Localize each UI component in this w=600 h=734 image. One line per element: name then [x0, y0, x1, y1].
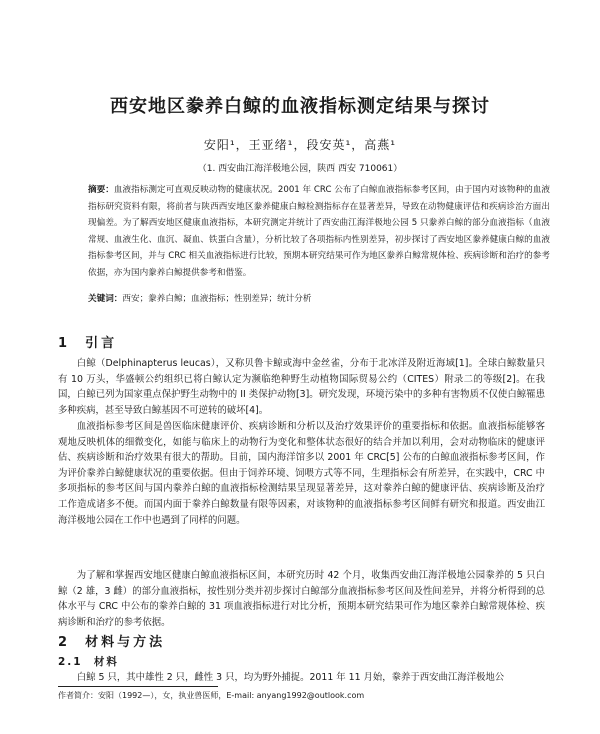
keywords [88, 292, 550, 306]
affiliation: （1. 西安曲江海洋极地公园，陕西 西安 710061） [197, 164, 403, 174]
intro-paragraph-1: 白鲸（Delphinapterus leucas），又称贝鲁卡鲸或海中金丝雀，分布于北冰洋及附近海域[1]。全球白鲸数量只有 10 万头，华盛顿公约组织已将白鲸认定为濒临绝种野生动植物国际贸易公约（CITES）附录二的等级[2]。在我国，白鲸已列为国家重点保护野生动物中的 II 类保护动物[3]。研究发现，环境污染中的多种有害物质不仅使白鲸罹患多种疾病，甚至导致白鲸基因不可逆转的破坏[4]。 [58, 358, 545, 416]
intro-paragraph-3: 为了解和掌握西安地区健康白鲸血液指标区间，本研究历时 42 个月，收集西安曲江海洋极地公园豢养的 5 只白鲸（2 雄，3 雌）的部分血液指标，按性别分类并初步探讨白鲸部分血液指标参考区间及性间差异，并将分析得到的总体水平与 CRC 中公布的豢养白鲸的 31 项血液指标进行对比分析，预期本研究结果可作为地区豢养白鲸常规体检、疾病诊断和治疗的参考依据。 [58, 570, 545, 628]
intro-paragraph-2: 血液指标参考区间是兽医临床健康评价、疾病诊断和分析以及治疗效果评价的重要指标和依据。血液指标能够客观地反映机体的细微变化，如能与临床上的动物行为变化和整体状态很好的结合并加以利用，会对动物临床的健康评估、疾病诊断和治疗效果有很大的帮助。目前，国内海洋馆多以 2001 年 CRC[5] 公布的白鲸血液指标参考区间，作为评价豢养白鲸健康状况的重要依据。但由于饲养环境、饲喂方式等不同，生理指标会有所差异，在实践中，CRC 中多项指标的参考区间与国内豢养白鲸的血液指标检测结果呈现显著差异，这对豢养白鲸的健康评估、疾病诊断及治疗工作造成诸多不便。而国内面于豢养白鲸数量有限等因素，对该物种的血液指标参考区间鲜有研究和报道。西安曲江海洋极地公园在工作中也遇到了同样的问题。 [58, 421, 545, 526]
abstract-label: 摘要： [88, 185, 114, 195]
footnote-divider [58, 686, 218, 687]
subsection-heading-materials [58, 654, 119, 669]
section-number: 2 [58, 635, 71, 650]
paper-title: 西安地区豢养白鲸的血液指标测定结果与探讨 [110, 96, 490, 117]
section-heading-introduction [58, 332, 117, 351]
keywords-text: 西安；豢养白鲸；血液指标；性别差异；统计分析 [122, 294, 312, 304]
keywords-label: 关键词： [88, 294, 123, 304]
author-list: 安阳¹，王亚绪¹，段安英¹，高燕¹ [203, 138, 397, 152]
section-number: 1 [58, 336, 71, 351]
abstract-text: 血液指标测定可直观反映动物的健康状况。2001 年 CRC 公布了白鲸血液指标参考区间，由于国内对该物种的血液指标研究资料有限，将前者与陕西西安地区豢养健康白鲸检测指标存在显著差异，导致在动物健康评估和疾病诊治方面出现偏差。为了解西安地区健康血液指标，本研究测定并统计了西安曲江海洋极地公园 5 只豢养白鲸的部分血液指标（血液常规、血液生化、血沉、凝血、铁蛋白含量），分析比较了各项指标内性别差异，初步探讨了西安地区豢养健康白鲸的血液指标参考区间，并与 CRC 相关血液指标进行比较，预期本研究结果可作为地区豢养白鲸常规体检、疾病诊断和治疗的参考依据，亦为国内豢养白鲸提供参考和借鉴。 [88, 185, 550, 278]
section-title: 引言 [85, 336, 118, 351]
author-footnote: 作者简介：安阳（1992—），女，执业兽医师，E-mail: anyang1992@outlook.com [58, 691, 365, 700]
section-heading-methods [58, 631, 165, 650]
abstract [88, 182, 550, 281]
section-title: 材料与方法 [85, 635, 166, 650]
subsection-title: 材料 [93, 656, 119, 668]
materials-paragraph-1: 白鲸 5 只，其中雄性 2 只，雌性 3 只，均为野外捕捉。2011 年 11 月始，豢养于西安曲江海洋极地公 [76, 672, 505, 683]
subsection-number: 2.1 [58, 656, 83, 668]
